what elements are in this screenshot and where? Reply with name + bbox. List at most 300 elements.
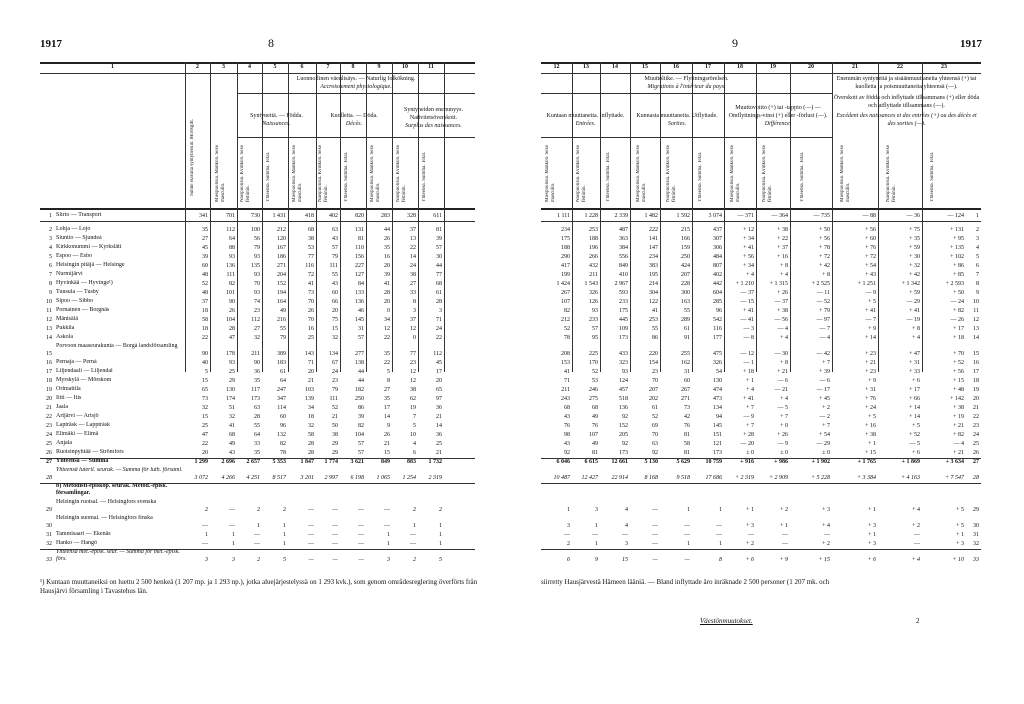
table-cell: 43 [229,450,235,456]
colnum: 19 [770,64,776,70]
table-cell: 363 [619,236,628,242]
table-cell: 0 [387,308,390,314]
table-cell: 3 621 [350,459,364,465]
table-cell: 104 [226,317,235,323]
table-cell: + 8 [822,272,830,278]
table-cell: 10 487 [553,475,570,481]
table-cell: 51 [229,405,235,411]
table-cell: 57 [358,441,364,447]
table-cell: 402 [713,272,722,278]
table-cell: + 6 [912,378,920,384]
table-cell: + 54 [865,263,876,269]
table-cell: — 4 [953,441,964,447]
row-rule [40,221,475,222]
row-number: 24 [46,432,52,438]
table-cell: 10 [973,299,979,305]
table-cell: 306 [713,245,722,251]
table-cell: + 3 634 [945,459,964,465]
table-cell: 1 [595,523,598,529]
table-cell: 37 [410,227,416,233]
table-cell: 52 [652,414,658,420]
table-cell: — [332,507,338,513]
table-cell: 18 [202,308,208,314]
row-number: 21 [46,405,52,411]
table-cell: — [384,507,390,513]
table-cell: 10 759 [705,459,722,465]
table-cell: 253 [649,317,658,323]
table-cell: 79 [332,254,338,260]
table-cell: 65 [202,387,208,393]
colnum: 7 [326,64,330,70]
table-cell: 39 [358,414,364,420]
table-cell: + 15 [953,378,964,384]
table-cell: 70 [254,281,260,287]
table-cell: 167 [277,245,286,251]
table-cell: + 38 [777,227,788,233]
table-cell: 151 [713,432,722,438]
table-cell: 37 [410,317,416,323]
table-cell: 3 [625,541,628,547]
table-cell: + 85 [953,272,964,278]
table-cell: 41 [564,369,570,375]
table-cell: 199 [561,272,570,278]
table-cell: 43 [564,414,570,420]
table-cell: + 75 [909,227,920,233]
table-cell: 28 [384,290,390,296]
table-cell: 23 [254,308,260,314]
table-cell: 68 [436,281,442,287]
row-rule [541,221,981,222]
table-row [0,386,1024,394]
table-cell: 1 [719,507,722,513]
table-cell: + 24 [865,405,876,411]
table-cell: 14 [436,423,442,429]
table-cell: 78 [564,335,570,341]
table-row [0,467,1024,482]
table-cell: 86 [358,405,364,411]
table-cell: 104 [355,432,364,438]
table-cell: 43 [564,441,570,447]
table-cell: 4 [625,523,628,529]
births-title-text: Syntyneitä. — Födda. [250,113,303,119]
table-cell: — [716,532,722,538]
table-cell: — [592,532,598,538]
row-label: Mäntsälä [56,316,78,322]
table-cell: 3 [413,308,416,314]
table-cell: — [308,541,314,547]
table-cell: 16 [384,254,390,260]
table-cell: 79 [254,245,260,251]
table-cell: + 4 [780,335,788,341]
table-cell: 141 [649,236,658,242]
table-cell: 250 [355,396,364,402]
table-cell: 14 [384,414,390,420]
table-cell: — 735 [813,213,830,219]
table-cell: 4 [413,441,416,447]
table-cell: 12 [410,369,416,375]
table-cell: + 26 [777,432,788,438]
table-cell: + 38 [865,432,876,438]
table-cell: 2 [205,507,208,513]
table-cell: 23 [410,360,416,366]
table-row [0,515,1024,530]
table-cell: 730 [251,213,260,219]
row-label: Pukkila [56,325,75,331]
table-cell: 45 [436,360,442,366]
table-row [0,531,1024,539]
table-cell: 61 [684,326,690,332]
table-cell: — 11 [816,290,830,296]
excess-title-text: Syntyneiden enemmyys. Nativitetsöverskott. [404,107,463,121]
table-cell: 27 [202,236,208,242]
sex-head-t: Yhteensä. Summa. Total. [422,151,427,202]
table-cell: 82 [358,423,364,429]
table-cell: 31 [684,369,690,375]
table-cell: 27 [410,281,416,287]
table-cell: 2 967 [614,281,628,287]
table-cell: 57 [436,245,442,251]
table-cell: 56 [254,236,260,242]
table-cell: 64 [280,378,286,384]
table-cell: 93 [254,272,260,278]
table-cell: 484 [713,254,722,260]
table-cell: 63 [652,441,658,447]
table-cell: 2 657 [246,459,260,465]
table-cell: — 6 [777,378,788,384]
table-row [0,253,1024,261]
table-cell: + 50 [953,290,964,296]
table-cell: — [684,523,690,529]
table-cell: 1 [413,523,416,529]
table-cell: 5 [205,369,208,375]
table-cell: 2 [976,227,979,233]
table-cell: 204 [277,272,286,278]
table-cell: 79 [332,387,338,393]
net-sub: Différence. [764,121,792,127]
table-cell: 20 [973,396,979,402]
table-cell: 33 [254,441,260,447]
colnum: 5 [273,64,277,70]
table-cell: 271 [277,263,286,269]
table-cell: + 47 [909,351,920,357]
table-cell: 39 [436,236,442,242]
table-cell: — 9 [743,414,754,420]
table-cell: 2 319 [428,475,442,481]
table-cell: 133 [355,290,364,296]
table-cell: 32 [973,541,979,547]
table-cell: — 37 [774,299,788,305]
table-cell: — 29 [816,441,830,447]
table-cell: 418 [305,213,314,219]
left-header-bottom-rule [40,208,475,210]
table-cell: 71 [436,317,442,323]
left-super-title-text: Luonnollinen väenlisäys. — Naturlig folkökning. [296,76,416,82]
sex-head-m: Miespuolisia. Mankön. Sexe masculin. [545,144,556,202]
table-cell: + 21 [777,369,788,375]
table-cell: 174 [226,396,235,402]
table-cell: 156 [355,254,364,260]
table-row [0,499,1024,514]
colnum: 23 [941,64,947,70]
table-cell: 1 [232,532,235,538]
table-cell: 52 [202,281,208,287]
table-cell: 2 [283,507,286,513]
table-cell: 139 [305,396,314,402]
table-cell: 70 [652,432,658,438]
table-cell: 475 [713,351,722,357]
table-cell: 112 [433,351,442,357]
table-row [0,244,1024,252]
table-cell: + 39 [819,369,830,375]
table-cell: 127 [355,272,364,278]
table-cell: 2 339 [614,213,628,219]
table-cell: 60 [280,414,286,420]
table-cell: 1 [439,541,442,547]
row-label: Anjala [56,440,72,446]
table-cell: 29 [332,450,338,456]
row-label: Siirto — Transport [56,212,102,218]
table-cell: + 82 [953,432,964,438]
table-cell: 24 [973,432,979,438]
table-cell: + 12 [743,227,754,233]
table-cell: 35 [254,450,260,456]
table-cell: 518 [619,396,628,402]
table-cell: 25 [229,369,235,375]
table-cell: 28 [229,326,235,332]
table-cell: 6 [976,263,979,269]
table-cell: 195 [649,272,658,278]
table-cell: 44 [436,263,442,269]
table-cell: 807 [713,263,722,269]
table-cell: + 8 [780,360,788,366]
table-cell: 55 [332,272,338,278]
table-cell: + 23 [865,369,876,375]
page-number-left: 8 [268,36,274,50]
table-cell: 34 [308,405,314,411]
table-cell: 432 [589,263,598,269]
table-cell: + 2 593 [945,281,964,287]
table-cell: 233 [619,299,628,305]
table-cell: 60 [332,290,338,296]
table-cell: — [652,507,658,513]
table-cell: 1 431 [272,213,286,219]
table-cell: 26 [308,308,314,314]
table-cell: 19 [973,387,979,393]
table-cell: 593 [619,290,628,296]
table-cell: 1 482 [644,213,658,219]
table-cell: 68 [308,227,314,233]
table-cell: — [358,523,364,529]
footnote-right: siirretty Hausjärvestä Hämeen lääniä. — Bland inflyttade äro inräknade 2 500 personer (1 207 mk. och [541,578,830,586]
table-cell: — [716,523,722,529]
table-cell: 42 [684,414,690,420]
table-cell: — [652,541,658,547]
table-cell: + 59 [909,290,920,296]
table-cell: 111 [226,272,235,278]
table-cell: 134 [329,351,338,357]
table-cell: — [564,532,570,538]
table-cell: 43 [332,236,338,242]
table-cell: 107 [561,299,570,305]
table-cell: 445 [619,317,628,323]
table-cell: 32 [308,423,314,429]
table-cell: 437 [713,227,722,233]
table-cell: 49 [592,441,598,447]
table-cell: 159 [681,245,690,251]
deaths-title-text: Kuolleita. — Döda. [330,113,378,119]
table-row [0,280,1024,288]
table-cell: 22 [384,360,390,366]
table-cell: 1 [257,523,260,529]
table-cell: + 56 [865,227,876,233]
table-cell: 1 847 [300,459,314,465]
row-number: 2 [49,227,52,233]
table-cell: 2 [439,507,442,513]
table-cell: + 3 [956,541,964,547]
table-cell: 130 [713,378,722,384]
table-cell: 215 [681,227,690,233]
table-cell: 55 [684,308,690,314]
table-cell: + 30 [909,254,920,260]
table-cell: + 66 [909,396,920,402]
left-super-title [237,75,475,91]
table-cell: 9 [976,290,979,296]
table-cell: 173 [713,450,722,456]
table-cell: 15 [202,378,208,384]
table-cell: 202 [649,396,658,402]
table-cell: 35 [254,378,260,384]
colnum: 20 [808,64,814,70]
table-cell: — [652,523,658,529]
table-cell: + 18 [743,369,754,375]
table-cell: 26 [384,432,390,438]
table-cell: 90 [254,360,260,366]
excess-sub: Surplus des naissances. [405,123,462,129]
table-cell: 5 353 [272,459,286,465]
table-cell: — [358,532,364,538]
table-cell: — [229,507,235,513]
table-cell: 81 [436,227,442,233]
row-label: Elimäki — Elimä [56,431,99,437]
table-cell: + 3 [868,523,876,529]
table-cell: — [202,523,208,529]
table-cell: 69 [652,423,658,429]
table-cell: + 986 [774,459,788,465]
table-cell: — [782,532,788,538]
table-cell: 152 [277,281,286,287]
table-cell: 86 [652,335,658,341]
row-label: Pernaja — Pernå [56,359,97,365]
table-cell: 11 [973,308,979,314]
table-cell: — 2 [819,414,830,420]
table-cell: 71 [564,378,570,384]
table-cell: 32 [332,335,338,341]
table-cell: 112 [251,317,260,323]
table-cell: — 8 [743,335,754,341]
table-cell: 389 [277,351,286,357]
table-cell: 134 [713,405,722,411]
table-cell: 111 [329,263,338,269]
table-cell: + 21 [953,423,964,429]
sex-head-t: Yhteensä. Summa. Total. [800,151,805,202]
table-cell: 277 [355,351,364,357]
table-cell: — [824,532,830,538]
table-cell: 163 [681,299,690,305]
table-cell: + 22 [777,236,788,242]
table-row [0,431,1024,439]
table-cell: 3 072 [194,475,208,481]
table-cell: + 41 [743,308,754,314]
table-cell: 16 [973,360,979,366]
table-cell: — [358,557,364,563]
table-cell: 243 [561,396,570,402]
colnum: 14 [612,64,618,70]
table-cell: 849 [619,263,628,269]
table-cell: + 7 [746,423,754,429]
table-cell: 17 [436,369,442,375]
table-cell: 17 [384,405,390,411]
table-cell: — [202,541,208,547]
table-cell: + 21 [953,450,964,456]
table-cell: + 1 902 [811,459,830,465]
table-cell: 173 [251,396,260,402]
table-cell: 15 [202,414,208,420]
row-label: Jaala [56,404,68,410]
colnum: 10 [402,64,408,70]
table-cell: 52 [332,405,338,411]
table-cell: 60 [684,378,690,384]
table-cell: 22 [410,245,416,251]
table-cell: 849 [381,459,390,465]
table-cell: 28 [308,450,314,456]
table-cell: 164 [277,299,286,305]
table-cell: 3 [232,557,235,563]
table-cell: 68 [564,405,570,411]
table-cell: — 21 [774,387,788,393]
table-cell: 474 [713,387,722,393]
row-number: 29 [46,507,52,513]
table-cell: — 124 [947,213,964,219]
table-cell: 4 [625,507,628,513]
table-cell: 78 [280,450,286,456]
total-title-text2: Överskott av födda och inflyttade tillsammans (+) eller döda och utflyttade tillsammans (—). [833,95,980,109]
table-cell: 154 [649,360,658,366]
table-cell: 188 [561,245,570,251]
table-cell: 1 [283,523,286,529]
table-cell: — [684,532,690,538]
table-cell: 1 111 [556,213,570,219]
sex-head-f: Naispuolisia. Kvinkön. Sexe féminin. [576,144,587,202]
table-cell: 18 [973,378,979,384]
table-cell: 22 914 [611,475,628,481]
table-cell: 28 [973,475,979,481]
table-cell: 383 [649,263,658,269]
colnum: 11 [428,64,434,70]
table-cell: — 56 [774,317,788,323]
table-cell: + 4 163 [900,475,920,481]
table-cell: 225 [589,351,598,357]
table-cell: 55 [652,326,658,332]
table-cell: 101 [226,290,235,296]
table-cell: 611 [433,213,442,219]
total-title-text: Enemmän syntyneitä ja sisäänmuuttaneita yhteensä (+) tai kuolleita ja poismuuttaneita yhteensä (—). [836,76,977,90]
table-cell: — [410,541,416,547]
rule [237,93,475,94]
table-row [0,549,1024,564]
table-cell: 182 [355,387,364,393]
row-number: 7 [49,272,52,278]
sex-head-f: Naispuolisia. Kvinkön. Sexe féminin. [762,144,773,202]
